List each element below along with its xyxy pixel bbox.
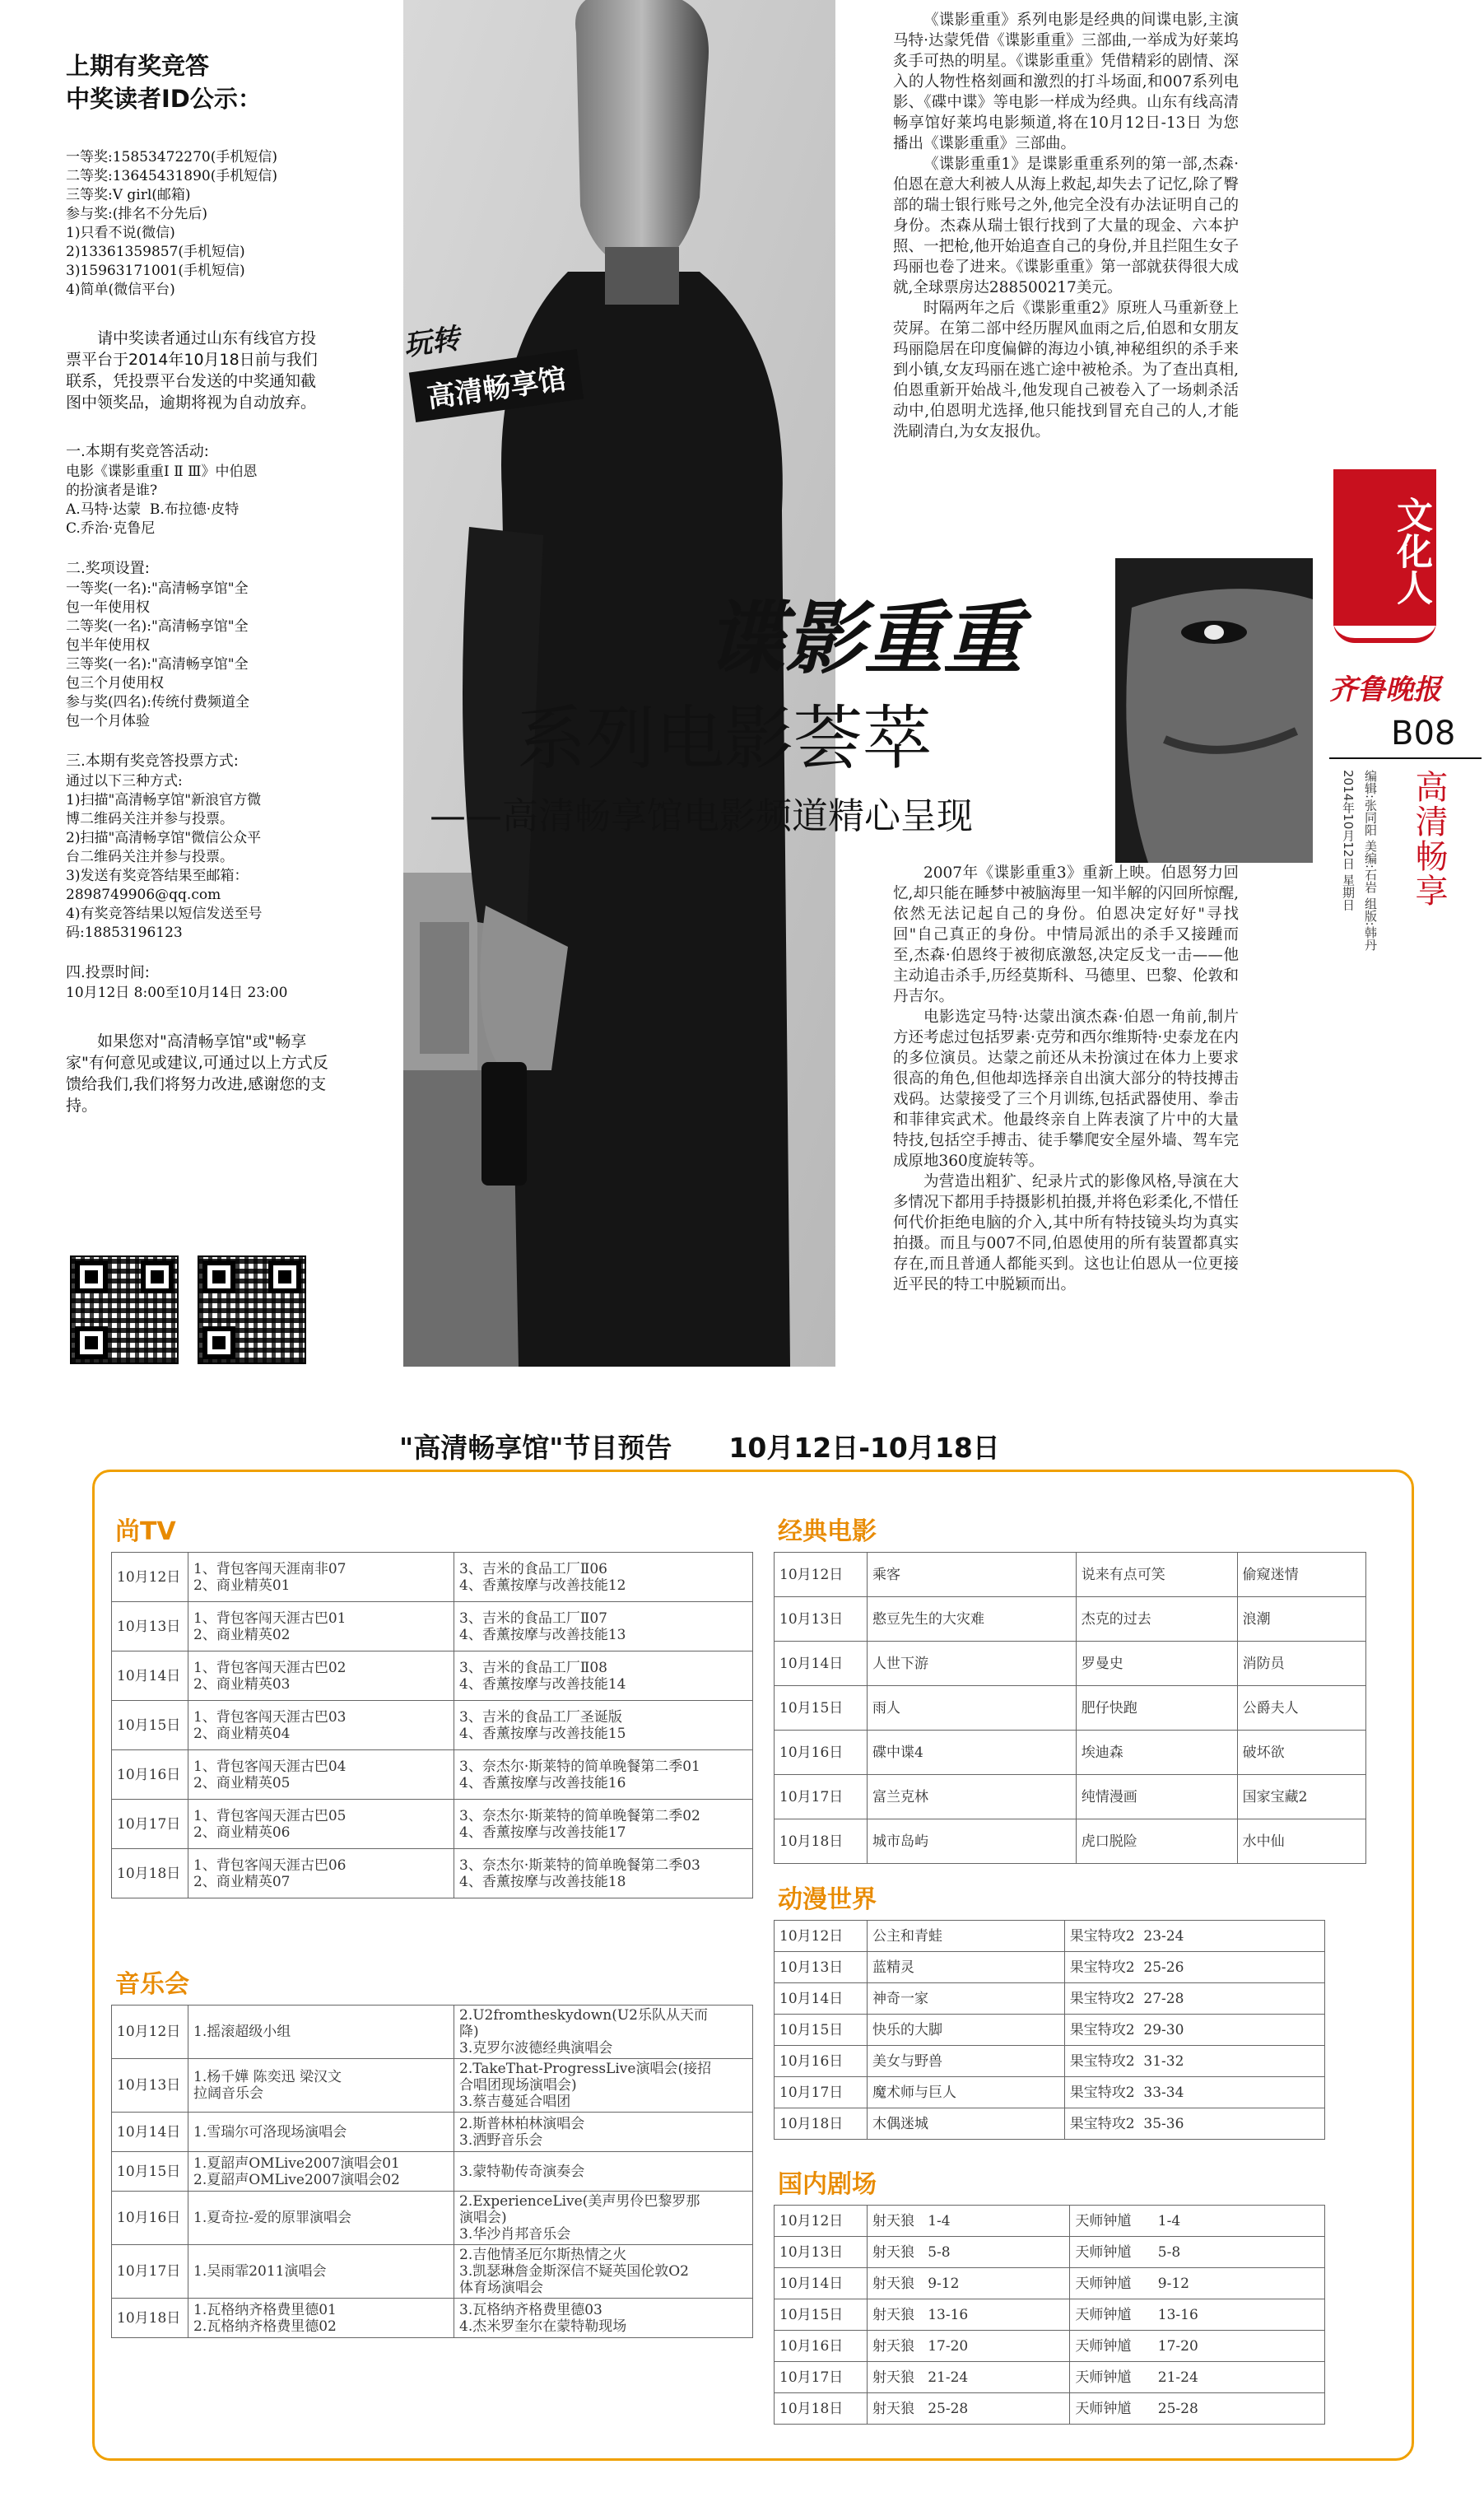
program-cell-line: 1、背包客闯天涯南非07 xyxy=(193,1560,347,1577)
winner-line: 1)只看不说(微信) xyxy=(66,225,175,241)
table-row xyxy=(775,1553,1366,1597)
program-cell: 射天狼 21-24 xyxy=(868,2362,1070,2393)
prize-line: 包一个月体验 xyxy=(66,713,150,729)
date-cell: 10月14日 xyxy=(775,1983,868,2015)
program-cell-line: 1、背包客闯天涯古巴06 xyxy=(193,1856,347,1874)
program-cell: 富兰克林 xyxy=(868,1775,1077,1819)
staff-credits: 编辑:张同阳 美编:石岩 组版:韩丹 xyxy=(1363,770,1378,951)
program-cell-line: 演唱会) xyxy=(459,2210,507,2226)
program-cell-line: 4、香薰按摩与改善技能12 xyxy=(459,1577,626,1594)
program-cell-line: 1、背包客闯天涯古巴05 xyxy=(193,1807,347,1824)
shangtv-rows xyxy=(112,1553,753,1898)
program-cell: 天师钟馗 17-20 xyxy=(1070,2331,1325,2362)
program-cell xyxy=(188,1800,454,1849)
table-row xyxy=(775,2299,1325,2331)
section-heading-classic: 经典电影 xyxy=(778,1517,877,1546)
program-cell-line: 2.吉他情圣厄尔斯热情之火 xyxy=(459,2247,627,2263)
program-cell: 城市岛屿 xyxy=(868,1819,1077,1864)
program-cell-line: 4、香薰按摩与改善技能15 xyxy=(459,1725,626,1742)
program-cell-line: 2、商业精英02 xyxy=(193,1626,291,1643)
program-cell-line: 降) xyxy=(459,2024,479,2040)
program-cell-line: 3.华沙肖邦音乐会 xyxy=(459,2226,571,2243)
program-cell-line: 3、吉米的食品工厂Ⅱ08 xyxy=(459,1659,608,1676)
table-row xyxy=(112,2299,753,2338)
quiz-question-line: C.乔治·克鲁尼 xyxy=(66,520,156,537)
program-cell xyxy=(454,1651,753,1701)
table-row xyxy=(112,1651,753,1701)
article-paragraph: 《谍影重重1》是谍影重重系列的第一部,杰森·伯恩在意大利被人从海上救起,却失去了记忆,除了臀部的瑞士银行账号之外,他完全没有办法证明自己的身份。杰森从瑞士银行找到了大量的现金、六本护照、一把枪,他开始追查自己的身份,并且拦阻生女子玛丽也卷了进来。《谍影重重》第一部就获得很大成就,全球票房达288500217美元。 xyxy=(893,156,1239,296)
schedule-title xyxy=(399,1427,1000,1465)
program-cell xyxy=(454,1800,753,1849)
program-cell: 雨人 xyxy=(868,1686,1077,1731)
section-heading-music: 音乐会 xyxy=(115,1970,189,1999)
program-cell: 纯情漫画 xyxy=(1076,1775,1237,1819)
table-row xyxy=(775,1686,1366,1731)
program-cell xyxy=(454,1701,753,1750)
prize-line: 包一年使用权 xyxy=(66,599,150,616)
program-cell: 射天狼 1-4 xyxy=(868,2206,1070,2237)
article-paragraph: 为营造出粗犷、纪录片式的影像风格,导演在大多情况下都用手持摄影机拍摄,并将色彩柔化,不惜任何代价拒绝电脑的介入,其中所有特技镜头均为真实拍摄。而且与007不同,伯恩使用的所有装置都真实存在,而且普通人都能买到。这也让伯恩从一位更接近平民的特工中脱颖而出。 xyxy=(893,1173,1239,1293)
section-heading-anime: 动漫世界 xyxy=(778,1885,877,1914)
program-cell-line: 体育场演唱会 xyxy=(459,2280,543,2296)
program-cell: 肥仔快跑 xyxy=(1076,1686,1237,1731)
vote-time-title: 四.投票时间: xyxy=(66,964,150,981)
date-cell: 10月17日 xyxy=(112,1800,188,1849)
program-cell: 天师钟馗 9-12 xyxy=(1070,2268,1325,2299)
program-cell-line: 4、香薰按摩与改善技能13 xyxy=(459,1626,626,1643)
program-cell xyxy=(454,2113,753,2152)
table-row xyxy=(112,2245,753,2299)
table-row xyxy=(775,1642,1366,1686)
program-cell xyxy=(188,1602,454,1651)
program-cell xyxy=(188,2152,454,2192)
program-cell: 快乐的大脚 xyxy=(868,2015,1065,2046)
table-row xyxy=(775,2108,1325,2140)
table-row xyxy=(112,2192,753,2245)
program-cell: 射天狼 17-20 xyxy=(868,2331,1070,2362)
program-cell: 射天狼 13-16 xyxy=(868,2299,1070,2331)
shangtv-table xyxy=(111,1552,753,1898)
program-cell-line: 3.凯瑟琳詹金斯深信不疑英国伦敦O2 xyxy=(459,2263,689,2280)
table-row xyxy=(775,2077,1325,2108)
article-top xyxy=(893,10,1239,442)
table-row xyxy=(112,1602,753,1651)
program-cell: 天师钟馗 1-4 xyxy=(1070,2206,1325,2237)
vote-method-line: 通过以下三种方式: xyxy=(66,773,183,790)
program-cell-line: 4.杰米罗奎尔在蒙特勒现场 xyxy=(459,2318,627,2335)
table-row xyxy=(775,1597,1366,1642)
article-paragraph: 2007年《谍影重重3》重新上映。伯恩努力回忆,却只能在睡梦中被脑海里一知半解的闪回所惊醒,依然无法记起自己的身份。伯恩决定好好"寻找回"自己真正的身份。中情局派出的杀手又接踵而至,杰森·伯恩终于被彻底激怒,决定反戈一击——他主动追击杀手,历经莫斯科、马德里、巴黎、伦敦和丹吉尔。 xyxy=(893,864,1239,1005)
program-cell: 果宝特攻2 33-34 xyxy=(1064,2077,1324,2108)
program-cell-line: 2.U2fromtheskydown(U2乐队从天而 xyxy=(459,2007,708,2024)
issue-date: 2014年10月12日 星期日 xyxy=(1341,770,1356,911)
program-cell-line: 3.蒙特勒传奇演奏会 xyxy=(459,2163,585,2180)
program-cell-line: 3.蔡吉蔓延合唱团 xyxy=(459,2094,571,2110)
program-cell: 乘客 xyxy=(868,1553,1077,1597)
prize-line: 一等奖(一名):"高清畅享馆"全 xyxy=(66,580,249,597)
badge-top-text: 玩转 xyxy=(402,322,462,363)
table-row xyxy=(112,1701,753,1750)
program-cell: 果宝特攻2 35-36 xyxy=(1064,2108,1324,2140)
program-cell-line: 1、背包客闯天涯古巴03 xyxy=(193,1708,347,1726)
date-cell: 10月13日 xyxy=(775,1597,868,1642)
program-cell-line: 3、奈杰尔·斯莱特的简单晚餐第二季02 xyxy=(459,1807,700,1824)
table-row xyxy=(112,1553,753,1602)
program-cell: 埃迪森 xyxy=(1076,1731,1237,1775)
date-cell: 10月15日 xyxy=(775,2015,868,2046)
date-cell: 10月17日 xyxy=(775,2362,868,2393)
program-cell-line: 4、香薰按摩与改善技能16 xyxy=(459,1774,626,1791)
date-cell: 10月16日 xyxy=(112,2192,188,2245)
claim-notice: 请中奖读者通过山东有线官方投票平台于2014年10月18日前与我们联系，凭投票平台发送的中奖通知截图中领奖品，逾期将视为自动放弃。 xyxy=(66,329,318,412)
program-cell: 人世下游 xyxy=(868,1642,1077,1686)
schedule-dates: 10月12日-10月18日 xyxy=(728,1432,1000,1464)
article-paragraph: 时隔两年之后《谍影重重2》原班人马重新登上荧屏。在第二部中经历腥风血雨之后,伯恩和女朋友玛丽隐居在印度偏僻的海边小镇,神秘组织的杀手来到小镇,女友玛丽在逃亡途中被枪杀。为了查出真相,伯恩重新开始战斗,他发现自己被卷入了一场刺杀活动中,伯恩明尤选择,他只能找到冒充自己的人,才能洗刷清白,为女友报仇。 xyxy=(893,300,1239,440)
program-cell: 罗曼史 xyxy=(1076,1642,1237,1686)
program-cell-line: 4、香薰按摩与改善技能14 xyxy=(459,1675,626,1693)
program-cell xyxy=(188,2245,454,2299)
program-cell-line: 3、奈杰尔·斯莱特的简单晚餐第二季01 xyxy=(459,1758,700,1775)
article-bottom xyxy=(893,863,1239,1295)
program-cell xyxy=(454,1602,753,1651)
program-cell: 杰克的过去 xyxy=(1076,1597,1237,1642)
date-cell: 10月14日 xyxy=(775,1642,868,1686)
program-cell: 天师钟馗 25-28 xyxy=(1070,2393,1325,2425)
date-cell: 10月18日 xyxy=(112,2299,188,2338)
program-cell-line: 2.ExperienceLive(美声男伶巴黎罗那 xyxy=(459,2193,700,2210)
classic-rows xyxy=(775,1553,1366,1864)
date-cell: 10月17日 xyxy=(775,1775,868,1819)
program-cell: 果宝特攻2 31-32 xyxy=(1064,2046,1324,2077)
headline-tagline: ——高清畅享馆电影频道精心呈现 xyxy=(430,795,973,837)
program-cell xyxy=(188,2006,454,2059)
section-heading-shangtv: 尚TV xyxy=(115,1517,176,1546)
date-cell: 10月17日 xyxy=(775,2077,868,2108)
program-cell-line: 2.斯普林柏林演唱会 xyxy=(459,2115,585,2132)
date-cell: 10月14日 xyxy=(775,2268,868,2299)
program-cell-line: 2、商业精英06 xyxy=(193,1824,291,1841)
article-paragraph: 电影选定马特·达蒙出演杰森·伯恩一角前,制片方还考虑过包括罗素·克劳和西尔维斯特·史泰龙在内的多位演员。达蒙之前还从未扮演过在体力上要求很高的角色,但他却选择亲自出演大部分的特技搏击戏码。达蒙接受了三个月训练,包括武器使用、拳击和菲律宾武术。他最终亲自上阵表演了片中的大量特技,包括空手搏击、徒手攀爬安全屋外墙、驾车完成原地360度旋转等。 xyxy=(893,1009,1239,1170)
program-cell: 说来有点可笑 xyxy=(1076,1553,1237,1597)
table-row xyxy=(775,2331,1325,2362)
table-row xyxy=(775,1983,1325,2015)
table-row xyxy=(775,1731,1366,1775)
anime-rows xyxy=(775,1921,1325,2140)
program-cell-line: 2.夏韶声OMLive2007演唱会02 xyxy=(193,2171,400,2188)
section-name: 高清畅享 xyxy=(1410,770,1448,908)
program-cell: 破坏欲 xyxy=(1237,1731,1365,1775)
quiz-column xyxy=(66,49,329,1144)
program-cell: 果宝特攻2 25-26 xyxy=(1064,1952,1324,1983)
program-cell: 果宝特攻2 29-30 xyxy=(1064,2015,1324,2046)
drama-rows xyxy=(775,2206,1325,2425)
table-row xyxy=(775,2206,1325,2237)
schedule-title-text: "高清畅享馆"节目预告 xyxy=(399,1432,672,1464)
book-icon xyxy=(1333,622,1436,643)
column-name: 文化人 xyxy=(1333,469,1436,626)
program-cell-line: 3、吉米的食品工厂Ⅱ07 xyxy=(459,1610,608,1627)
program-cell-line: 1.夏奇拉-爱的原罪演唱会 xyxy=(193,2210,351,2226)
drama-table xyxy=(774,2205,1325,2425)
date-cell: 10月15日 xyxy=(112,2152,188,2192)
program-cell xyxy=(188,1701,454,1750)
quiz-question-line: A.马特·达蒙 B.布拉德·皮特 xyxy=(66,501,240,518)
date-cell: 10月18日 xyxy=(775,1819,868,1864)
program-cell-line: 合唱团现场演唱会) xyxy=(459,2077,577,2094)
program-cell xyxy=(188,2299,454,2338)
program-cell xyxy=(188,2192,454,2245)
winner-line: 3)15963171001(手机短信) xyxy=(66,263,245,279)
program-cell: 水中仙 xyxy=(1237,1819,1365,1864)
table-row xyxy=(775,1952,1325,1983)
page-number: B08 xyxy=(1391,715,1456,752)
date-cell: 10月12日 xyxy=(112,1553,188,1602)
program-cell-line: 1.雪瑞尔可洛现场演唱会 xyxy=(193,2123,347,2141)
date-cell: 10月15日 xyxy=(775,1686,868,1731)
date-cell: 10月17日 xyxy=(112,2245,188,2299)
program-cell-line: 3.洒野音乐会 xyxy=(459,2131,543,2149)
prize-line: 参与奖(四名):传统付费频道全 xyxy=(66,694,249,710)
winner-line: 一等奖:15853472270(手机短信) xyxy=(66,149,277,165)
date-cell: 10月15日 xyxy=(775,2299,868,2331)
program-cell: 美女与野兽 xyxy=(868,2046,1065,2077)
program-cell-line: 2、商业精英07 xyxy=(193,1873,291,1890)
program-cell xyxy=(454,2152,753,2192)
program-cell-line: 2、商业精英01 xyxy=(193,1577,291,1594)
program-cell xyxy=(188,2113,454,2152)
program-cell xyxy=(454,2192,753,2245)
program-cell: 虎口脱险 xyxy=(1076,1819,1237,1864)
prize-line: 包半年使用权 xyxy=(66,637,150,654)
program-cell xyxy=(188,1553,454,1602)
table-row xyxy=(112,1800,753,1849)
program-cell xyxy=(454,1553,753,1602)
winner-line: 二等奖:13645431890(手机短信) xyxy=(66,168,277,184)
program-cell xyxy=(454,2299,753,2338)
music-table xyxy=(111,2005,753,2338)
program-cell-line: 拉阔音乐会 xyxy=(193,2085,263,2102)
program-cell-line: 1.瓦格纳齐格费里德01 xyxy=(193,2301,337,2318)
program-cell-line: 4、香薰按摩与改善技能17 xyxy=(459,1824,626,1841)
program-cell: 蓝精灵 xyxy=(868,1952,1065,1983)
table-row xyxy=(775,1921,1325,1952)
program-cell xyxy=(454,2245,753,2299)
quiz-question-line: 电影《谍影重重Ⅰ Ⅱ Ⅲ》中伯恩 xyxy=(66,464,258,480)
winner-line: 4)简单(微信平台) xyxy=(66,282,175,298)
program-cell-line: 3、吉米的食品工厂Ⅱ06 xyxy=(459,1560,608,1577)
table-row xyxy=(775,2393,1325,2425)
program-cell xyxy=(188,1750,454,1800)
table-row xyxy=(775,2237,1325,2268)
masthead-divider xyxy=(1329,757,1482,759)
prize-line: 三等奖(一名):"高清畅享馆"全 xyxy=(66,656,249,673)
date-cell: 10月14日 xyxy=(112,1651,188,1701)
program-cell-line: 2.瓦格纳齐格费里德02 xyxy=(193,2318,337,2335)
date-cell: 10月18日 xyxy=(775,2108,868,2140)
winners-heading: 上期有奖竞答 中奖读者ID公示： xyxy=(66,52,262,113)
program-cell: 天师钟馗 21-24 xyxy=(1070,2362,1325,2393)
program-cell-line: 2、商业精英04 xyxy=(193,1725,291,1742)
newspaper-name: 齐鲁晚报 xyxy=(1329,673,1441,706)
date-cell: 10月12日 xyxy=(112,2006,188,2059)
program-cell-line: 1.吴雨霏2011演唱会 xyxy=(193,2263,327,2280)
program-cell xyxy=(454,2006,753,2059)
program-cell-line: 1.夏韶声OMLive2007演唱会01 xyxy=(193,2155,400,2172)
program-cell-line: 1.摇滚超级小组 xyxy=(193,2024,291,2040)
program-cell: 果宝特攻2 23-24 xyxy=(1064,1921,1324,1952)
program-cell xyxy=(454,1849,753,1898)
date-cell: 10月16日 xyxy=(775,1731,868,1775)
date-cell: 10月12日 xyxy=(775,2206,868,2237)
table-row xyxy=(775,2015,1325,2046)
program-cell: 果宝特攻2 27-28 xyxy=(1064,1983,1324,2015)
winner-line: 2)13361359857(手机短信) xyxy=(66,244,245,260)
program-cell-line: 2、商业精英05 xyxy=(193,1774,291,1791)
date-cell: 10月13日 xyxy=(775,2237,868,2268)
date-cell: 10月15日 xyxy=(112,1701,188,1750)
date-cell: 10月12日 xyxy=(775,1921,868,1952)
table-row xyxy=(775,1775,1366,1819)
classic-table xyxy=(774,1552,1366,1864)
program-cell xyxy=(188,1849,454,1898)
table-row xyxy=(112,1750,753,1800)
date-cell: 10月18日 xyxy=(775,2393,868,2425)
table-row xyxy=(112,2059,753,2113)
program-cell-line: 1、背包客闯天涯古巴04 xyxy=(193,1758,347,1775)
date-cell: 10月13日 xyxy=(112,2059,188,2113)
table-row xyxy=(112,2113,753,2152)
program-cell xyxy=(454,2059,753,2113)
program-cell: 天师钟馗 5-8 xyxy=(1070,2237,1325,2268)
prize-line: 包三个月使用权 xyxy=(66,675,164,692)
weibo-qr-code[interactable] xyxy=(70,1256,179,1364)
face-illustration xyxy=(1115,558,1313,863)
program-cell: 碟中谍4 xyxy=(868,1731,1077,1775)
vote-email[interactable]: 2898749906@qq.com xyxy=(66,887,221,903)
winners-list xyxy=(66,148,329,300)
program-cell-line: 1.杨千嬅 陈奕迅 梁汉文 xyxy=(193,2069,342,2085)
program-cell: 神奇一家 xyxy=(868,1983,1065,2015)
quiz-question-line: 的扮演者是谁? xyxy=(66,482,158,499)
table-row xyxy=(775,2268,1325,2299)
wechat-qr-code[interactable] xyxy=(198,1256,306,1364)
program-cell: 国家宝藏2 xyxy=(1237,1775,1365,1819)
table-row xyxy=(775,1819,1366,1864)
program-cell-line: 3.瓦格纳齐格费里德03 xyxy=(459,2301,602,2318)
date-cell: 10月16日 xyxy=(112,1750,188,1800)
program-cell: 浪潮 xyxy=(1237,1597,1365,1642)
article-paragraph: 《谍影重重》系列电影是经典的间谍电影,主演马特·达蒙凭借《谍影重重》三部曲,一举成为好莱坞炙手可热的明星。《谍影重重》凭借精彩的剧情、深入的人物性格刻画和激烈的打斗场面,和007系列电影、《碟中谍》等电影一样成为经典。山东有线高清畅享馆好莱坞电影频道,将在10月12日-13日 为您播出《谍影重重》三部曲。 xyxy=(893,12,1239,152)
anime-table xyxy=(774,1920,1325,2140)
vote-method-line: 3)发送有奖竞答结果至邮箱： xyxy=(66,868,249,884)
program-cell: 公主和青蛙 xyxy=(868,1921,1065,1952)
headline-main: 谍影重重 xyxy=(706,592,1022,685)
vote-method-line: 4)有奖竞答结果以短信发送至号 xyxy=(66,906,263,922)
date-cell: 10月16日 xyxy=(775,2046,868,2077)
program-cell-line: 1、背包客闯天涯古巴01 xyxy=(193,1610,347,1627)
program-cell-line: 3、吉米的食品工厂圣诞版 xyxy=(459,1708,622,1726)
music-rows xyxy=(112,2006,753,2338)
program-cell-line: 4、香薰按摩与改善技能18 xyxy=(459,1873,626,1890)
program-cell-line: 3.克罗尔波德经典演唱会 xyxy=(459,2040,613,2057)
section-heading-drama: 国内剧场 xyxy=(778,2170,877,2199)
program-cell-line: 1、背包客闯天涯古巴02 xyxy=(193,1659,347,1676)
table-row xyxy=(112,2152,753,2192)
prize-title: 二.奖项设置: xyxy=(66,560,150,577)
table-row xyxy=(775,2046,1325,2077)
date-cell: 10月16日 xyxy=(775,2331,868,2362)
date-cell: 10月18日 xyxy=(112,1849,188,1898)
vote-phone: 码:18853196123 xyxy=(66,925,183,941)
vote-method-line: 博二维码关注并参与投票。 xyxy=(66,811,234,827)
quiz-question-title: 一.本期有奖竞答活动: xyxy=(66,443,209,460)
date-cell: 10月12日 xyxy=(775,1553,868,1597)
date-cell: 10月13日 xyxy=(112,1602,188,1651)
vote-method-title: 三.本期有奖竞答投票方式: xyxy=(66,752,239,770)
date-cell: 10月13日 xyxy=(775,1952,868,1983)
program-cell-line: 2、商业精英03 xyxy=(193,1675,291,1693)
winner-line: 三等奖:V girl(邮箱) xyxy=(66,187,191,203)
program-cell: 射天狼 9-12 xyxy=(868,2268,1070,2299)
program-cell-line: 2.TakeThat-ProgressLive演唱会(接招 xyxy=(459,2061,712,2077)
feedback-note: 如果您对"高清畅享馆"或"畅享家"有何意见或建议,可通过以上方式反馈给我们,我们将努力改进,感谢您的支持。 xyxy=(66,1032,328,1115)
program-cell: 消防员 xyxy=(1237,1642,1365,1686)
table-row xyxy=(112,2006,753,2059)
promo-badge xyxy=(403,319,634,418)
program-cell: 公爵夫人 xyxy=(1237,1686,1365,1731)
program-cell: 木偶迷城 xyxy=(868,2108,1065,2140)
program-cell: 魔术师与巨人 xyxy=(868,2077,1065,2108)
program-cell xyxy=(188,2059,454,2113)
program-cell xyxy=(188,1651,454,1701)
date-cell: 10月14日 xyxy=(112,2113,188,2152)
table-row xyxy=(112,1849,753,1898)
headline-secondary: 系列电影荟萃 xyxy=(517,698,933,779)
column-logo xyxy=(1333,469,1436,659)
program-cell: 偷窥迷情 xyxy=(1237,1553,1365,1597)
prize-line: 二等奖(一名):"高清畅享馆"全 xyxy=(66,618,249,635)
face-closeup-photo xyxy=(1115,558,1313,863)
vote-method-line: 2)扫描"高清畅享馆"微信公众平 xyxy=(66,830,262,846)
program-cell xyxy=(454,1750,753,1800)
program-cell: 射天狼 5-8 xyxy=(868,2237,1070,2268)
badge-bottom-text: 高清畅享馆 xyxy=(409,349,584,422)
vote-method-line: 1)扫描"高清畅享馆"新浪官方微 xyxy=(66,792,262,808)
table-row xyxy=(775,2362,1325,2393)
winner-line: 参与奖:(排名不分先后) xyxy=(66,206,207,222)
program-cell: 憨豆先生的大灾难 xyxy=(868,1597,1077,1642)
vote-method-line: 台二维码关注并参与投票。 xyxy=(66,849,234,865)
program-cell-line: 3、奈杰尔·斯莱特的简单晚餐第二季03 xyxy=(459,1856,700,1874)
vote-time: 10月12日 8:00至10月14日 23:00 xyxy=(66,985,288,1001)
program-cell: 天师钟馗 13-16 xyxy=(1070,2299,1325,2331)
program-cell: 射天狼 25-28 xyxy=(868,2393,1070,2425)
